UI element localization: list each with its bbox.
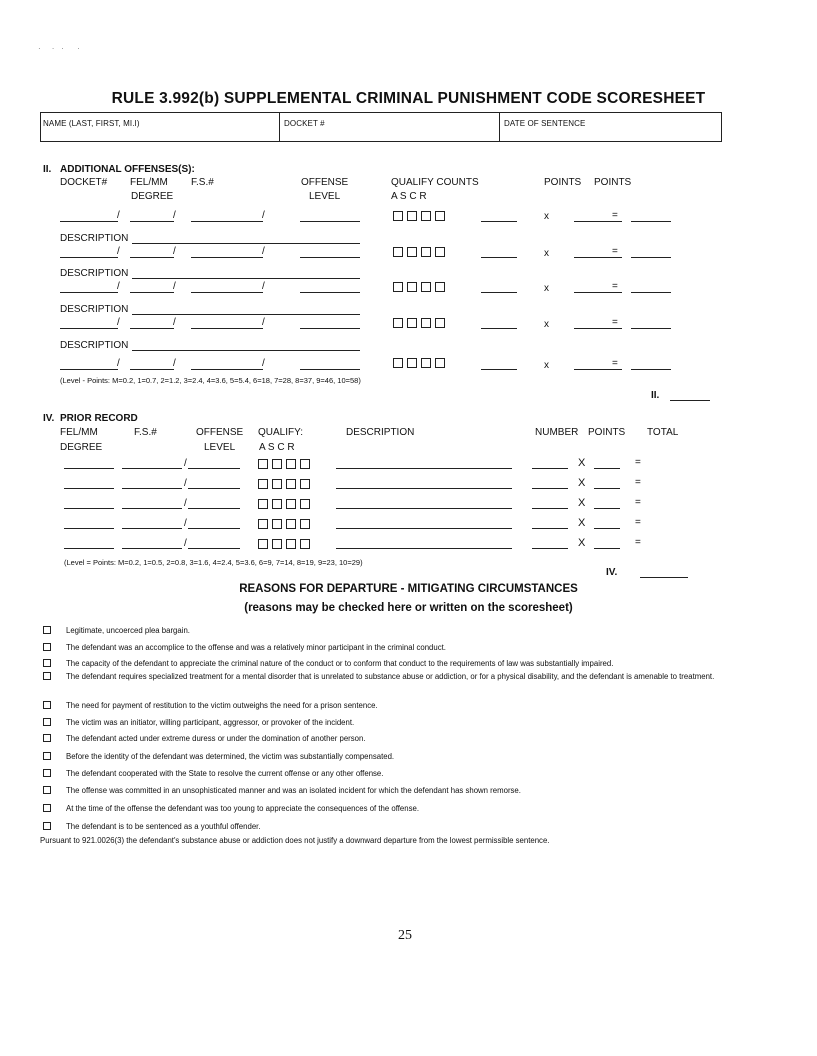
qualify-c-checkbox[interactable] [421,358,431,368]
reason-text: The need for payment of restitution to the victim outweighs the need for a prison sentence. [66,701,378,710]
points-input[interactable] [594,488,620,489]
description-input[interactable] [336,508,512,509]
multiply-sign: X [578,457,586,469]
column-header: LEVEL [204,442,236,453]
qualify-a-checkbox[interactable] [258,499,268,509]
column-header: POINTS [588,427,626,438]
separator: / [117,358,120,369]
reason-checkbox[interactable] [43,643,51,651]
points-input[interactable] [574,328,622,329]
qualify-s-checkbox[interactable] [407,282,417,292]
date-of-sentence-field[interactable] [500,113,721,141]
fel-mm-input[interactable] [130,369,174,370]
fel-mm-input[interactable] [130,221,174,222]
multiply-sign: X [578,477,586,489]
qualify-a-checkbox[interactable] [258,539,268,549]
separator: / [262,281,265,292]
fs-input[interactable] [191,369,263,370]
separator: / [173,281,176,292]
docket-input[interactable] [60,292,118,293]
separator: / [117,317,120,328]
multiply-sign: x [544,319,549,330]
column-header: DEGREE [60,442,103,453]
fel-mm-input[interactable] [130,257,174,258]
reason-checkbox[interactable] [43,626,51,634]
points-input[interactable] [594,528,620,529]
reasons-heading: REASONS FOR DEPARTURE - MITIGATING CIRCUMSTANCES [239,583,578,595]
reason-checkbox[interactable] [43,659,51,667]
qualify-a-checkbox[interactable] [393,318,403,328]
separator: / [184,458,187,469]
offense-level-input[interactable] [300,292,360,293]
qualify-r-checkbox[interactable] [300,519,310,529]
qualify-r-checkbox[interactable] [435,358,445,368]
docket-field[interactable] [280,113,499,141]
description-label: DESCRIPTION [60,233,129,244]
docket-input[interactable] [60,369,118,370]
counts-input[interactable] [481,328,517,329]
column-header: DESCRIPTION [346,427,415,438]
separator: / [117,246,120,257]
qualify-a-checkbox[interactable] [393,282,403,292]
separator: / [173,358,176,369]
description-label: DESCRIPTION [60,268,129,279]
qualify-r-checkbox[interactable] [300,539,310,549]
fs-input[interactable] [122,468,182,469]
column-header: A S C R [391,191,427,202]
multiply-sign: X [578,517,586,529]
fs-input[interactable] [191,257,263,258]
equals-sign: = [635,537,641,548]
reason-checkbox[interactable] [43,786,51,794]
reason-checkbox[interactable] [43,752,51,760]
counts-input[interactable] [481,221,517,222]
column-header: F.S.# [134,427,157,438]
equals-sign: = [635,457,641,468]
qualify-r-checkbox[interactable] [435,318,445,328]
column-header: OFFENSE [196,427,244,438]
qualify-s-checkbox[interactable] [407,318,417,328]
page-title: RULE 3.992(b) SUPPLEMENTAL CRIMINAL PUNISHMENT CODE SCORESHEET [111,90,706,107]
description-input[interactable] [132,314,360,315]
separator: / [184,538,187,549]
column-header: TOTAL [647,427,679,438]
column-header: A S C R [259,442,295,453]
separator: / [184,478,187,489]
equals-sign: = [612,281,618,292]
separator: / [262,246,265,257]
qualify-c-checkbox[interactable] [286,519,296,529]
reason-checkbox[interactable] [43,804,51,812]
qualify-a-checkbox[interactable] [393,211,403,221]
qualify-r-checkbox[interactable] [435,282,445,292]
page-number: 25 [398,928,412,943]
column-header: F.S.# [191,177,214,188]
description-input[interactable] [336,528,512,529]
qualify-s-checkbox[interactable] [272,539,282,549]
separator: / [173,210,176,221]
description-input[interactable] [132,278,360,279]
reason-text: Before the identity of the defendant was determined, the victim was substantially compensated. [66,752,395,761]
qualify-r-checkbox[interactable] [435,211,445,221]
reason-text: The victim was an initiator, willing participant, aggressor, or provoker of the incident. [66,718,355,727]
qualify-c-checkbox[interactable] [286,539,296,549]
offense-level-input[interactable] [300,257,360,258]
qualify-c-checkbox[interactable] [286,479,296,489]
qualify-s-checkbox[interactable] [272,479,282,489]
qualify-s-checkbox[interactable] [272,499,282,509]
separator: / [117,281,120,292]
fel-mm-degree-input[interactable] [64,548,114,549]
equals-sign: = [635,497,641,508]
equals-sign: = [612,317,618,328]
points-input[interactable] [594,548,620,549]
equals-sign: = [635,517,641,528]
column-header: DOCKET# [60,177,108,188]
reason-text: The defendant cooperated with the State to resolve the current offense or any other offense. [66,769,384,778]
docket-field-label: DOCKET # [284,119,325,128]
column-header: DEGREE [131,191,174,202]
description-label: DESCRIPTION [60,340,129,351]
section-number: IV. [43,413,55,424]
column-header: POINTS [594,177,632,188]
description-input[interactable] [336,468,512,469]
fs-input[interactable] [191,221,263,222]
equals-sign: = [612,358,618,369]
offense-level-input[interactable] [188,488,240,489]
description-input[interactable] [336,548,512,549]
qualify-a-checkbox[interactable] [258,479,268,489]
docket-input[interactable] [60,221,118,222]
points-total-input[interactable] [631,221,671,222]
column-header: POINTS [544,177,582,188]
separator: / [173,246,176,257]
multiply-sign: X [578,497,586,509]
equals-sign: = [612,246,618,257]
qualify-s-checkbox[interactable] [407,247,417,257]
qualify-s-checkbox[interactable] [272,519,282,529]
column-header: QUALIFY: [258,427,304,438]
offense-level-input[interactable] [188,548,240,549]
fs-input[interactable] [122,528,182,529]
fs-input[interactable] [122,508,182,509]
section-total-label: IV. [606,567,618,578]
qualify-r-checkbox[interactable] [435,247,445,257]
column-header: FEL/MM [60,427,98,438]
fel-mm-input[interactable] [130,292,174,293]
offense-level-input[interactable] [188,528,240,529]
reason-text: The defendant was an accomplice to the offense and was a relatively minor participant in the criminal conduct. [66,643,446,652]
qualify-c-checkbox[interactable] [286,499,296,509]
section-iv-total-input[interactable] [640,577,688,578]
separator: / [117,210,120,221]
equals-sign: = [635,477,641,488]
points-input[interactable] [594,508,620,509]
counts-input[interactable] [481,292,517,293]
section-ii-total-input[interactable] [670,400,710,401]
points-total-input[interactable] [631,328,671,329]
fel-mm-degree-input[interactable] [64,528,114,529]
points-total-input[interactable] [631,257,671,258]
qualify-c-checkbox[interactable] [286,459,296,469]
fs-input[interactable] [122,488,182,489]
level-points-note: (Level - Points: M=0.2, 1=0.7, 2=1.2, 3=2.4, 4=3.6, 5=5.4, 6=18, 7=28, 8=37, 9=46, 10=58) [60,376,361,385]
section-heading: PRIOR RECORD [60,413,138,424]
qualify-r-checkbox[interactable] [300,499,310,509]
reason-checkbox[interactable] [43,672,51,680]
fs-input[interactable] [191,328,263,329]
qualify-r-checkbox[interactable] [300,459,310,469]
description-input[interactable] [132,243,360,244]
section-heading: ADDITIONAL OFFENSES(S): [60,164,195,175]
qualify-c-checkbox[interactable] [421,211,431,221]
reason-checkbox[interactable] [43,822,51,830]
reason-checkbox[interactable] [43,769,51,777]
section-total-label: II. [651,390,660,401]
qualify-s-checkbox[interactable] [272,459,282,469]
reason-text: The capacity of the defendant to appreciate the criminal nature of the conduct or to conform that conduct to the requirements of law was substantially impaired. [66,659,614,668]
column-header: OFFENSE [301,177,349,188]
fel-mm-degree-input[interactable] [64,488,114,489]
reason-checkbox[interactable] [43,701,51,709]
fs-input[interactable] [122,548,182,549]
qualify-a-checkbox[interactable] [393,358,403,368]
separator: / [262,210,265,221]
qualify-c-checkbox[interactable] [421,282,431,292]
column-header: FEL/MM [130,177,168,188]
reasons-subheading: (reasons may be checked here or written on the scoresheet) [244,602,573,614]
qualify-a-checkbox[interactable] [258,459,268,469]
multiply-sign: x [544,248,549,259]
date-field-label: DATE OF SENTENCE [504,119,586,128]
number-input[interactable] [532,528,568,529]
header-fields [40,112,722,142]
separator: / [184,518,187,529]
number-input[interactable] [532,488,568,489]
column-header: NUMBER [535,427,579,438]
reason-text: At the time of the offense the defendant was too young to appreciate the consequences of the offense. [66,804,419,813]
reason-text: The defendant acted under extreme duress or under the domination of another person. [66,734,366,743]
points-input[interactable] [594,468,620,469]
offense-level-input[interactable] [300,328,360,329]
description-label: DESCRIPTION [60,304,129,315]
statute-note: Pursuant to 921.0026(3) the defendant's substance abuse or addiction does not justify a downward departure from the lowest permissible sentence. [40,836,550,845]
level-points-note: (Level = Points: M=0.2, 1=0.5, 2=0.8, 3=1.6, 4=2.4, 5=3.6, 6=9, 7=14, 8=19, 9=23, 10=29) [64,558,363,567]
name-field-label: NAME (LAST, FIRST, MI.I) [43,119,140,128]
points-input[interactable] [574,292,622,293]
multiply-sign: x [544,283,549,294]
offense-level-input[interactable] [188,508,240,509]
offense-level-input[interactable] [188,468,240,469]
fel-mm-degree-input[interactable] [64,468,114,469]
reason-checkbox[interactable] [43,718,51,726]
equals-sign: = [612,210,618,221]
column-header: QUALIFY COUNTS [391,177,479,188]
qualify-a-checkbox[interactable] [258,519,268,529]
reason-text: The defendant requires specialized treatment for a mental disorder that is unrelated to substance abuse or addiction, or for a physical disability, and the defendant is amenable to treatment. [66,672,715,681]
points-total-input[interactable] [631,369,671,370]
separator: / [262,317,265,328]
multiply-sign: x [544,360,549,371]
qualify-a-checkbox[interactable] [393,247,403,257]
description-input[interactable] [336,488,512,489]
name-field[interactable] [41,113,279,141]
qualify-c-checkbox[interactable] [421,318,431,328]
fel-mm-input[interactable] [130,328,174,329]
reason-text: The offense was committed in an unsophisticated manner and was an isolated incident for which the defendant has shown remorse. [66,786,521,795]
qualify-c-checkbox[interactable] [421,247,431,257]
reason-text: The defendant is to be sentenced as a youthful offender. [66,822,261,831]
reason-checkbox[interactable] [43,734,51,742]
docket-input[interactable] [60,257,118,258]
points-input[interactable] [574,369,622,370]
section-number: II. [43,164,52,175]
counts-input[interactable] [481,369,517,370]
points-input[interactable] [574,257,622,258]
offense-level-input[interactable] [300,369,360,370]
separator: / [262,358,265,369]
description-input[interactable] [132,350,360,351]
multiply-sign: x [544,211,549,222]
qualify-s-checkbox[interactable] [407,211,417,221]
fs-input[interactable] [191,292,263,293]
qualify-s-checkbox[interactable] [407,358,417,368]
separator: / [173,317,176,328]
fel-mm-degree-input[interactable] [64,508,114,509]
number-input[interactable] [532,508,568,509]
number-input[interactable] [532,548,568,549]
points-total-input[interactable] [631,292,671,293]
offense-level-input[interactable] [300,221,360,222]
reason-text: Legitimate, uncoerced plea bargain. [66,626,190,635]
column-header: LEVEL [309,191,341,202]
docket-input[interactable] [60,328,118,329]
qualify-r-checkbox[interactable] [300,479,310,489]
separator: / [184,498,187,509]
counts-input[interactable] [481,257,517,258]
scan-speck: · · · · [38,44,80,53]
number-input[interactable] [532,468,568,469]
points-input[interactable] [574,221,622,222]
multiply-sign: X [578,537,586,549]
